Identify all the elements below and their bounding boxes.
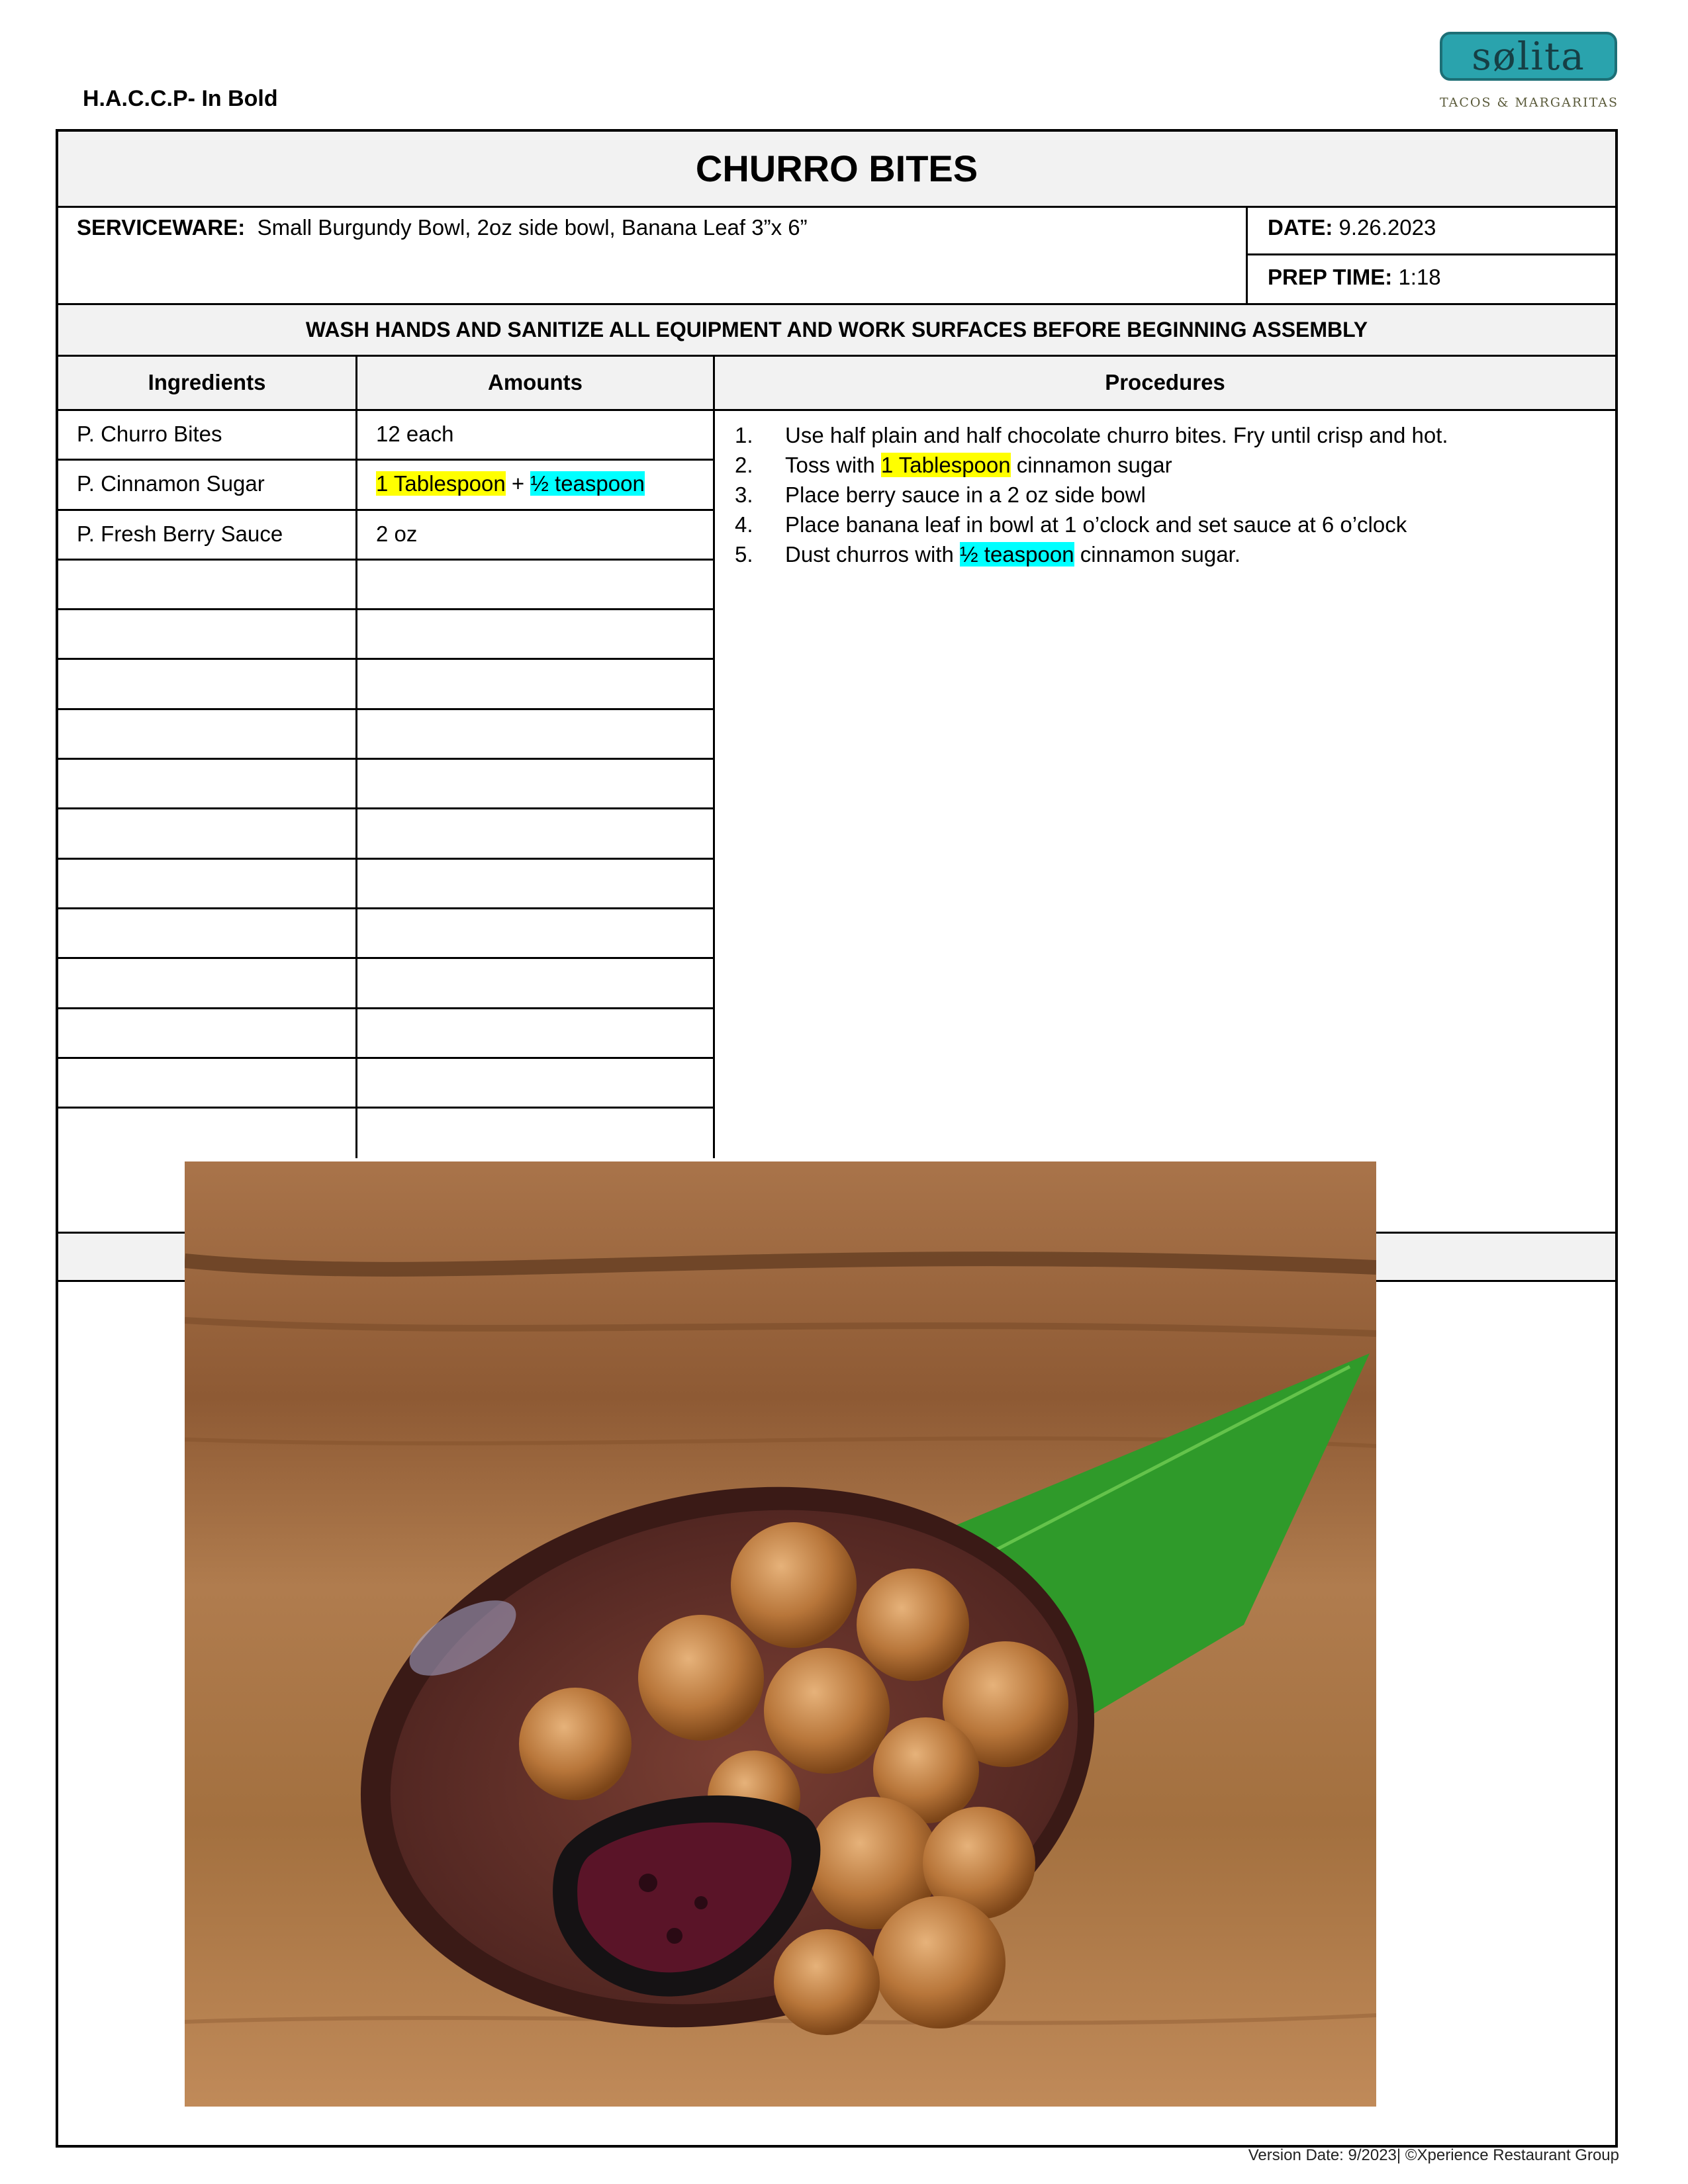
procedures-list — [715, 411, 1615, 1232]
empty-cell — [357, 1109, 715, 1158]
empty-cell — [58, 561, 357, 608]
procedure-step — [735, 480, 1602, 510]
amount-separator: + — [505, 471, 531, 496]
table-row — [58, 710, 715, 760]
step-text — [785, 450, 1172, 480]
step-number: 5. — [735, 542, 753, 567]
serviceware-cell — [58, 206, 1248, 305]
empty-cell — [357, 760, 715, 807]
table-row — [58, 959, 715, 1009]
empty-cell — [357, 1059, 715, 1107]
step-text: Place berry sauce in a 2 oz side bowl — [785, 482, 1146, 507]
procedure-step — [735, 420, 1602, 450]
empty-cell — [58, 1009, 357, 1057]
step-text-post: cinnamon sugar. — [1074, 542, 1241, 567]
empty-cell — [357, 610, 715, 658]
step-number: 3. — [735, 482, 753, 507]
step-highlight: ½ teaspoon — [960, 542, 1074, 567]
table-row — [58, 860, 715, 909]
ingredients-header: Ingredients — [58, 357, 357, 411]
table-row — [58, 1009, 715, 1059]
empty-cell — [357, 860, 715, 907]
haccp-note: H.A.C.C.P- In Bold — [83, 86, 278, 111]
ingredient-amount: 2 oz — [357, 511, 715, 559]
table-row — [58, 561, 715, 610]
empty-cell — [58, 1059, 357, 1107]
ingredient-name: P. Cinnamon Sugar — [58, 461, 357, 508]
solita-logo — [1436, 32, 1622, 118]
empty-cell — [357, 660, 715, 707]
step-highlight: 1 Tablespoon — [880, 453, 1011, 477]
table-row — [58, 1109, 715, 1158]
recipe-title: CHURRO BITES — [58, 132, 1615, 208]
empty-cell — [357, 809, 715, 857]
table-row — [58, 461, 715, 510]
date-cell — [1248, 206, 1615, 255]
table-row — [58, 909, 715, 959]
version-footer: Version Date: 9/2023| ©Xperience Restaurant Group — [1248, 2146, 1619, 2164]
step-text: Use half plain and half chocolate churro bites. Fry until crisp and hot. — [785, 423, 1448, 447]
table-row — [58, 660, 715, 709]
table-row — [58, 411, 715, 461]
prep-time-value: 1:18 — [1398, 265, 1441, 289]
logo-tagline: TACOS & MARGARITAS — [1439, 95, 1619, 110]
step-text-pre: Toss with — [785, 453, 881, 477]
procedure-step — [735, 450, 1602, 480]
table-row — [58, 610, 715, 660]
procedures-header: Procedures — [715, 357, 1615, 411]
empty-cell — [58, 610, 357, 658]
ingredients-table — [58, 411, 715, 1158]
empty-cell — [357, 909, 715, 957]
empty-cell — [58, 710, 357, 758]
ingredient-name: P. Churro Bites — [58, 411, 357, 459]
empty-cell — [58, 1109, 357, 1158]
empty-cell — [357, 561, 715, 608]
serviceware-label: SERVICEWARE: — [77, 215, 246, 240]
date-label: DATE: — [1268, 215, 1333, 240]
step-text-post: cinnamon sugar — [1010, 453, 1172, 477]
empty-cell — [58, 809, 357, 857]
step-text — [785, 539, 1241, 569]
step-number: 4. — [735, 512, 753, 537]
empty-cell — [357, 959, 715, 1007]
table-row — [58, 809, 715, 859]
empty-cell — [58, 660, 357, 707]
wash-notice: WASH HANDS AND SANITIZE ALL EQUIPMENT AND WORK SURFACES BEFORE BEGINNING ASSEMBLY — [58, 305, 1615, 357]
date-value: 9.26.2023 — [1338, 215, 1436, 240]
prep-time-cell — [1248, 255, 1615, 305]
empty-cell — [357, 710, 715, 758]
procedure-step — [735, 510, 1602, 539]
logo-wordmark: sølita — [1440, 32, 1617, 81]
dish-photo — [185, 1161, 1376, 2107]
prep-time-label: PREP TIME: — [1268, 265, 1393, 289]
amount-highlight-tablespoon: 1 Tablespoon — [376, 471, 506, 496]
serviceware-value: Small Burgundy Bowl, 2oz side bowl, Banana Leaf 3”x 6” — [257, 215, 808, 240]
ingredient-name: P. Fresh Berry Sauce — [58, 511, 357, 559]
empty-cell — [58, 959, 357, 1007]
ingredient-amount: 12 each — [357, 411, 715, 459]
empty-cell — [58, 860, 357, 907]
procedure-step — [735, 539, 1602, 569]
table-row — [58, 511, 715, 561]
step-number: 2. — [735, 453, 753, 477]
empty-cell — [58, 909, 357, 957]
empty-cell — [357, 1009, 715, 1057]
amount-highlight-teaspoon: ½ teaspoon — [530, 471, 645, 496]
table-row — [58, 1059, 715, 1109]
table-row — [58, 760, 715, 809]
empty-cell — [58, 760, 357, 807]
amounts-header: Amounts — [357, 357, 715, 411]
step-text-pre: Dust churros with — [785, 542, 961, 567]
step-number: 1. — [735, 423, 753, 447]
step-text: Place banana leaf in bowl at 1 o’clock and set sauce at 6 o’clock — [785, 512, 1407, 537]
ingredient-amount — [357, 461, 715, 508]
